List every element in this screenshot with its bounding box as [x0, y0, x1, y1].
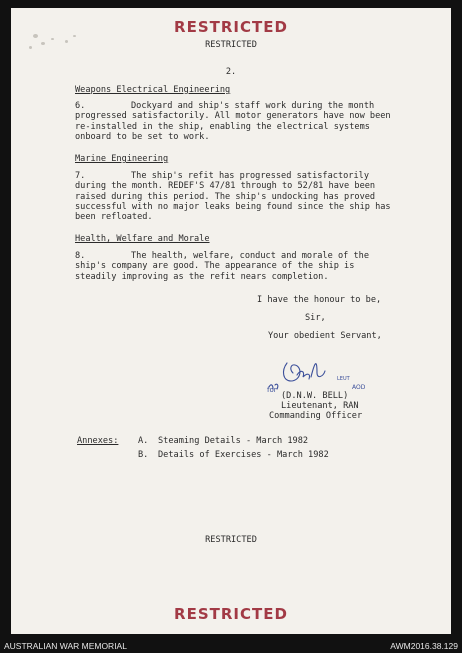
- section-heading-marine: Marine Engineering: [75, 154, 169, 164]
- classification-footer: RESTRICTED: [205, 535, 257, 545]
- annex-a-letter: A.: [138, 436, 149, 446]
- signature-prefix: for: [267, 386, 277, 394]
- paragraph-6: [75, 101, 393, 142]
- document-page: [11, 8, 451, 634]
- paragraph-text: The ship's refit has progressed satisfactorily during the month. REDEF'S 47/81 through to 52/81 have been raised during this period. The ship's undocking has proved successful with no major leaks being found since the ship has been refloated.: [75, 171, 391, 223]
- classification-header: RESTRICTED: [205, 40, 257, 50]
- closing-line-2: Sir,: [305, 313, 326, 323]
- annexes-label: Annexes:: [77, 436, 119, 446]
- paragraph-text: Dockyard and ship's staff work during the month progressed satisfactorily. All motor generators have now been re-installed in the ship, enabling the electrical systems onboard to be set to work.: [75, 101, 391, 142]
- paragraph-7: [75, 171, 393, 222]
- archive-reference: AWM2016.38.129: [390, 641, 458, 651]
- paragraph-text: The health, welfare, conduct and morale of the ship's company are good. The appearance of the ship is steadily improving as the refit nears completion.: [75, 251, 369, 282]
- signatory-name: (D.N.W. BELL): [281, 391, 349, 401]
- closing-line-3: Your obedient Servant,: [268, 331, 382, 341]
- signatory-title: Commanding Officer: [269, 411, 363, 421]
- page-number: 2.: [225, 67, 237, 77]
- archive-credit: AUSTRALIAN WAR MEMORIAL: [4, 641, 127, 651]
- annex-a-text: Steaming Details - March 1982: [158, 436, 309, 446]
- restricted-stamp-top: RESTRICTED: [174, 18, 288, 36]
- paragraph-number: 8.: [75, 251, 86, 261]
- signature-annotation-aod: AOD: [352, 384, 366, 391]
- signature-annotation-rank: LEUT: [337, 376, 350, 382]
- annex-b-letter: B.: [138, 450, 149, 460]
- signatory-rank: Lieutenant, RAN: [281, 401, 359, 411]
- restricted-stamp-bottom: RESTRICTED: [174, 605, 288, 623]
- annex-b-text: Details of Exercises - March 1982: [158, 450, 329, 460]
- section-heading-health: Health, Welfare and Morale: [75, 234, 210, 244]
- closing-line-1: I have the honour to be,: [257, 295, 382, 305]
- paragraph-8: [75, 251, 393, 282]
- section-heading-weapons: Weapons Electrical Engineering: [75, 85, 231, 95]
- paragraph-number: 7.: [75, 171, 86, 181]
- paragraph-number: 6.: [75, 101, 86, 111]
